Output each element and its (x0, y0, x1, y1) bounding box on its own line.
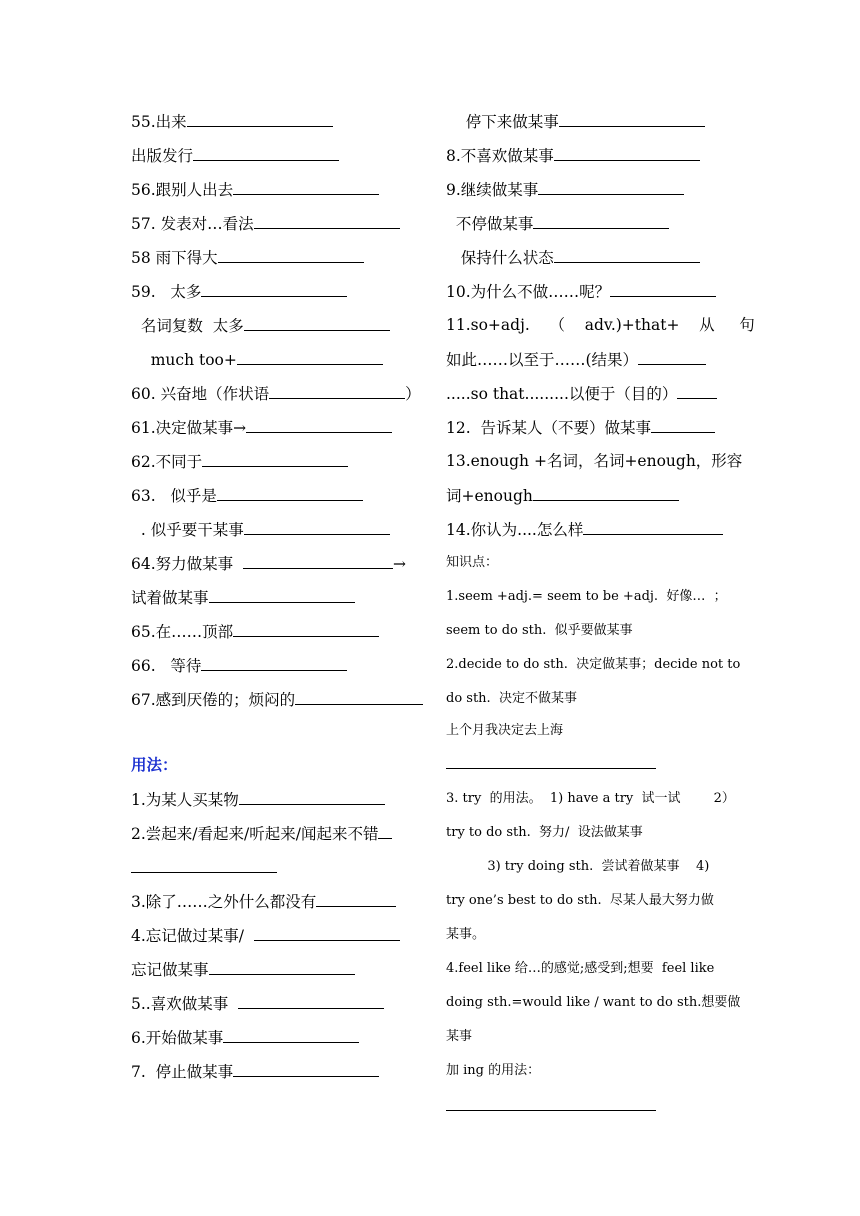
line-text: 6.开始做某事 (131, 1029, 224, 1047)
answer-blank[interactable] (246, 417, 392, 433)
answer-blank[interactable] (254, 925, 400, 941)
answer-blank[interactable] (233, 1061, 379, 1077)
line-text: 12. 告诉某人（不要）做某事 (446, 419, 652, 437)
text-line (446, 753, 656, 775)
line-text: 63. 似乎是 (131, 487, 217, 505)
text-line (131, 993, 384, 1015)
text-line (446, 655, 740, 677)
answer-blank[interactable] (538, 179, 684, 195)
answer-blank[interactable] (201, 281, 347, 297)
answer-blank[interactable] (193, 145, 339, 161)
text-line (446, 1061, 540, 1083)
line-text: 67.感到厌倦的；烦闷的 (131, 691, 296, 709)
text-line (446, 689, 577, 711)
text-line (446, 857, 709, 879)
answer-blank[interactable] (233, 621, 379, 637)
line-text: 名词复数 太多 (131, 317, 244, 335)
text-line (446, 823, 643, 845)
text-line (131, 519, 390, 541)
answer-blank[interactable] (610, 281, 716, 297)
line-text: 上个月我决定去上海 (446, 723, 564, 738)
text-line (131, 451, 348, 473)
answer-blank[interactable] (677, 383, 717, 399)
answer-blank[interactable] (217, 485, 363, 501)
text-line (446, 247, 700, 269)
text-line (446, 959, 714, 981)
line-text: 58 雨下得大 (131, 249, 218, 267)
answer-blank[interactable] (202, 451, 348, 467)
line-text: 3.除了……之外什么都没有 (131, 893, 317, 911)
answer-blank[interactable] (218, 247, 364, 263)
text-line (446, 1027, 472, 1049)
line-text: 5..喜欢做某事 (131, 995, 239, 1013)
text-line (446, 111, 705, 133)
line-text: 如此……以至于……(结果） (446, 351, 639, 369)
line-text: 57. 发表对…看法 (131, 215, 254, 233)
line-text: 1.为某人买某物 (131, 791, 239, 809)
answer-blank[interactable] (131, 857, 277, 873)
answer-blank[interactable] (651, 417, 715, 433)
text-line (446, 519, 723, 541)
text-line (131, 689, 423, 711)
answer-blank[interactable] (446, 753, 656, 769)
line-text: 62.不同于 (131, 453, 203, 471)
text-line (446, 1095, 656, 1117)
text-line (131, 281, 347, 303)
text-line (446, 349, 706, 371)
answer-blank[interactable] (201, 655, 347, 671)
text-line (446, 891, 714, 913)
text-line (446, 553, 498, 575)
text-line (446, 383, 717, 405)
line-text: 不停做某事 (446, 215, 534, 233)
line-text: 2.decide to do sth. 决定做某事；decide not to (446, 657, 741, 672)
answer-blank[interactable] (187, 111, 333, 127)
text-line (131, 111, 333, 133)
answer-blank[interactable] (233, 179, 379, 195)
text-line (446, 587, 727, 609)
answer-blank[interactable] (554, 247, 700, 263)
text-line (131, 925, 400, 947)
line-text: do sth. 决定不做某事 (446, 691, 577, 706)
text-line (446, 789, 735, 811)
text-line (131, 789, 385, 811)
text-line (131, 145, 339, 167)
line-text: 60. 兴奋地（作状语 (131, 385, 270, 403)
answer-blank[interactable] (237, 349, 383, 365)
line-text: 13.enough +名词，名词+enough，形容 (446, 452, 743, 470)
line-text: 56.跟别人出去 (131, 181, 234, 199)
line-text: 保持什么状态 (446, 249, 554, 267)
line-text: 4.忘记做过某事/ (131, 927, 254, 945)
answer-blank[interactable] (209, 959, 355, 975)
answer-blank[interactable] (243, 553, 393, 569)
answer-blank[interactable] (559, 111, 705, 127)
text-line (446, 721, 563, 743)
line-text: 词+enough (446, 487, 533, 505)
answer-blank[interactable] (316, 891, 396, 907)
answer-blank[interactable] (209, 587, 355, 603)
text-line (131, 655, 347, 677)
text-line (131, 823, 392, 845)
line-text: much too+ (131, 351, 237, 369)
answer-blank[interactable] (583, 519, 723, 535)
section-heading (131, 755, 178, 777)
answer-blank[interactable] (239, 789, 385, 805)
answer-blank[interactable] (244, 315, 390, 331)
line-suffix: → (393, 555, 407, 573)
line-text: 2.尝起来/看起来/听起来/闻起来不错 (131, 825, 379, 843)
text-line (131, 959, 355, 981)
text-line (131, 247, 364, 269)
answer-blank[interactable] (446, 1095, 656, 1111)
line-text: 试着做某事 (131, 589, 209, 607)
text-line (131, 553, 406, 575)
answer-blank[interactable] (533, 213, 669, 229)
answer-blank[interactable] (295, 689, 423, 705)
line-text: 1.seem +adj.= seem to be +adj. 好像… ； (446, 589, 727, 604)
line-text: 59. 太多 (131, 283, 202, 301)
text-line (131, 213, 400, 235)
text-line (446, 213, 669, 235)
text-line (131, 315, 390, 337)
line-text: . 似乎要干某事 (131, 521, 244, 539)
text-line (131, 587, 355, 609)
line-text: 10.为什么不做……呢？ (446, 283, 611, 301)
line-text: .....so that.........以便于（目的） (446, 385, 678, 403)
line-text: 加 ing 的用法： (446, 1063, 541, 1078)
text-line (446, 281, 716, 303)
answer-blank[interactable] (269, 383, 405, 399)
text-line (131, 621, 379, 643)
line-text: 66. 等待 (131, 657, 202, 675)
line-text: 忘记做某事 (131, 961, 209, 979)
line-text: 3) try doing sth. 尝试着做某事 4) (446, 859, 710, 874)
line-text: try one’s best to do sth. 尽某人最大努力做 (446, 893, 714, 908)
text-line (446, 993, 740, 1015)
answer-blank[interactable] (554, 145, 700, 161)
text-line (446, 417, 715, 439)
line-text: 停下来做某事 (446, 113, 559, 131)
line-text: 55.出来 (131, 113, 187, 131)
answer-blank[interactable] (638, 349, 706, 365)
answer-blank[interactable] (238, 993, 384, 1009)
line-text: 7. 停止做某事 (131, 1063, 234, 1081)
text-line (446, 179, 684, 201)
line-text: 14.你认为....怎么样 (446, 521, 584, 539)
line-text: 11.so+adj. （ adv.)+that+ 从 句 (446, 316, 755, 334)
text-line (131, 179, 379, 201)
text-line (131, 857, 277, 879)
line-text: 某事。 (446, 927, 486, 942)
answer-blank[interactable] (223, 1027, 359, 1043)
line-text: 8.不喜欢做某事 (446, 147, 554, 165)
text-line (131, 383, 421, 405)
text-line (131, 1027, 359, 1049)
text-line (131, 485, 363, 507)
line-text: 65.在……顶部 (131, 623, 234, 641)
line-text: 用法： (131, 755, 178, 774)
text-line (131, 349, 383, 371)
line-text: 出版发行 (131, 147, 194, 165)
line-text: try to do sth. 努力/ 设法做某事 (446, 825, 643, 840)
line-suffix: ） (405, 385, 421, 403)
line-text: 64.努力做某事 (131, 555, 244, 573)
line-text: 61.决定做某事→ (131, 419, 247, 437)
line-text: 3. try 的用法。 1) have a try 试一试 2） (446, 791, 735, 806)
text-line (446, 621, 633, 643)
text-line (446, 485, 679, 507)
answer-blank[interactable] (378, 823, 392, 839)
answer-blank[interactable] (244, 519, 390, 535)
answer-blank[interactable] (254, 213, 400, 229)
text-line (131, 417, 392, 439)
line-text: 4.feel like 给…的感觉;感受到;想要 feel like (446, 961, 715, 976)
line-text: 某事 (446, 1029, 473, 1044)
text-line (131, 891, 396, 913)
line-text: 知识点： (446, 555, 499, 570)
line-text: doing sth.=would like / want to do sth.想要做 (446, 995, 741, 1010)
text-line (131, 1061, 379, 1083)
line-text: seem to do sth. 似乎要做某事 (446, 623, 633, 638)
text-line (446, 145, 700, 167)
text-line (446, 925, 485, 947)
text-line (446, 451, 742, 473)
text-line (446, 315, 755, 337)
line-text: 9.继续做某事 (446, 181, 539, 199)
answer-blank[interactable] (533, 485, 679, 501)
